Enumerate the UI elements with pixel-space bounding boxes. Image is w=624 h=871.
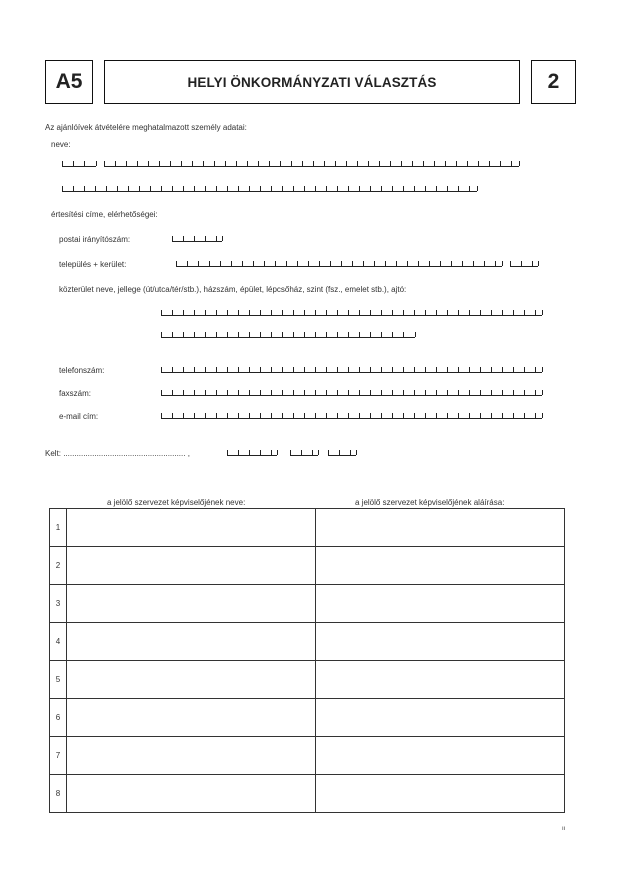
email-field[interactable] (161, 409, 542, 419)
page-number: 2 (547, 70, 560, 93)
street-field-line1[interactable] (161, 306, 542, 316)
date-year-field[interactable] (227, 446, 277, 456)
signer-signature-cell[interactable] (316, 585, 565, 623)
table-row (50, 661, 565, 699)
street-field-line2[interactable] (161, 328, 415, 338)
signer-name-cell[interactable] (67, 585, 316, 623)
date-month-field[interactable] (290, 446, 318, 456)
row-number: 3 (50, 585, 67, 623)
page-number-box (531, 60, 576, 104)
settlement-field[interactable] (176, 257, 502, 267)
signer-signature-cell[interactable] (316, 547, 565, 585)
signer-name-cell[interactable] (67, 623, 316, 661)
row-number: 6 (50, 699, 67, 737)
email-label: e-mail cím: (59, 412, 99, 421)
date-label: Kelt: ....................................................... , (45, 449, 190, 458)
row-number: 1 (50, 509, 67, 547)
date-day-field[interactable] (328, 446, 356, 456)
street-label: közterület neve, jellege (út/utca/tér/stb.), házszám, épület, lépcsőház, szint (fsz., emelet stb.), ajtó: (59, 285, 407, 294)
person-heading: Az ajánlóívek átvételére meghatalmazott személy adatai: (45, 123, 247, 132)
fax-field[interactable] (161, 386, 542, 396)
signer-table (49, 508, 565, 813)
row-number: 5 (50, 661, 67, 699)
postcode-field[interactable] (172, 232, 222, 242)
signer-name-cell[interactable] (67, 661, 316, 699)
name-prefix-field[interactable] (62, 157, 96, 167)
fax-label: faxszám: (59, 389, 92, 398)
signer-signature-cell[interactable] (316, 775, 565, 813)
table-row (50, 737, 565, 775)
row-number: 7 (50, 737, 67, 775)
signer-name-cell[interactable] (67, 699, 316, 737)
table-row (50, 699, 565, 737)
signer-name-cell[interactable] (67, 737, 316, 775)
signer-name-cell[interactable] (67, 547, 316, 585)
table-row (50, 623, 565, 661)
signer-signature-cell[interactable] (316, 737, 565, 775)
signer-signature-cell[interactable] (316, 661, 565, 699)
district-field[interactable] (510, 257, 538, 267)
row-number: 4 (50, 623, 67, 661)
form-code-box (45, 60, 93, 104)
table-row (50, 509, 565, 547)
table-row (50, 775, 565, 813)
name-field-line2[interactable] (62, 182, 477, 192)
footer-mark: ıı (562, 826, 566, 832)
form-title: HELYI ÖNKORMÁNYZATI VÁLASZTÁS (187, 74, 437, 90)
signer-name-cell[interactable] (67, 509, 316, 547)
row-number: 2 (50, 547, 67, 585)
name-label: neve: (51, 140, 71, 149)
form-title-box (104, 60, 520, 104)
signer-name-header: a jelölő szervezet képviselőjének neve: (107, 498, 246, 507)
contact-heading: értesítési címe, elérhetőségei: (51, 210, 158, 219)
signer-signature-cell[interactable] (316, 699, 565, 737)
name-field-line1[interactable] (104, 157, 519, 167)
settlement-label: település + kerület: (59, 260, 127, 269)
signer-name-cell[interactable] (67, 775, 316, 813)
form-code: A5 (55, 70, 83, 93)
phone-label: telefonszám: (59, 366, 105, 375)
signer-signature-cell[interactable] (316, 509, 565, 547)
signer-signature-header: a jelölő szervezet képviselőjének aláírása: (355, 498, 505, 507)
table-row (50, 547, 565, 585)
postcode-label: postai irányítószám: (59, 235, 131, 244)
signer-signature-cell[interactable] (316, 623, 565, 661)
phone-field[interactable] (161, 363, 542, 373)
table-row (50, 585, 565, 623)
row-number: 8 (50, 775, 67, 813)
